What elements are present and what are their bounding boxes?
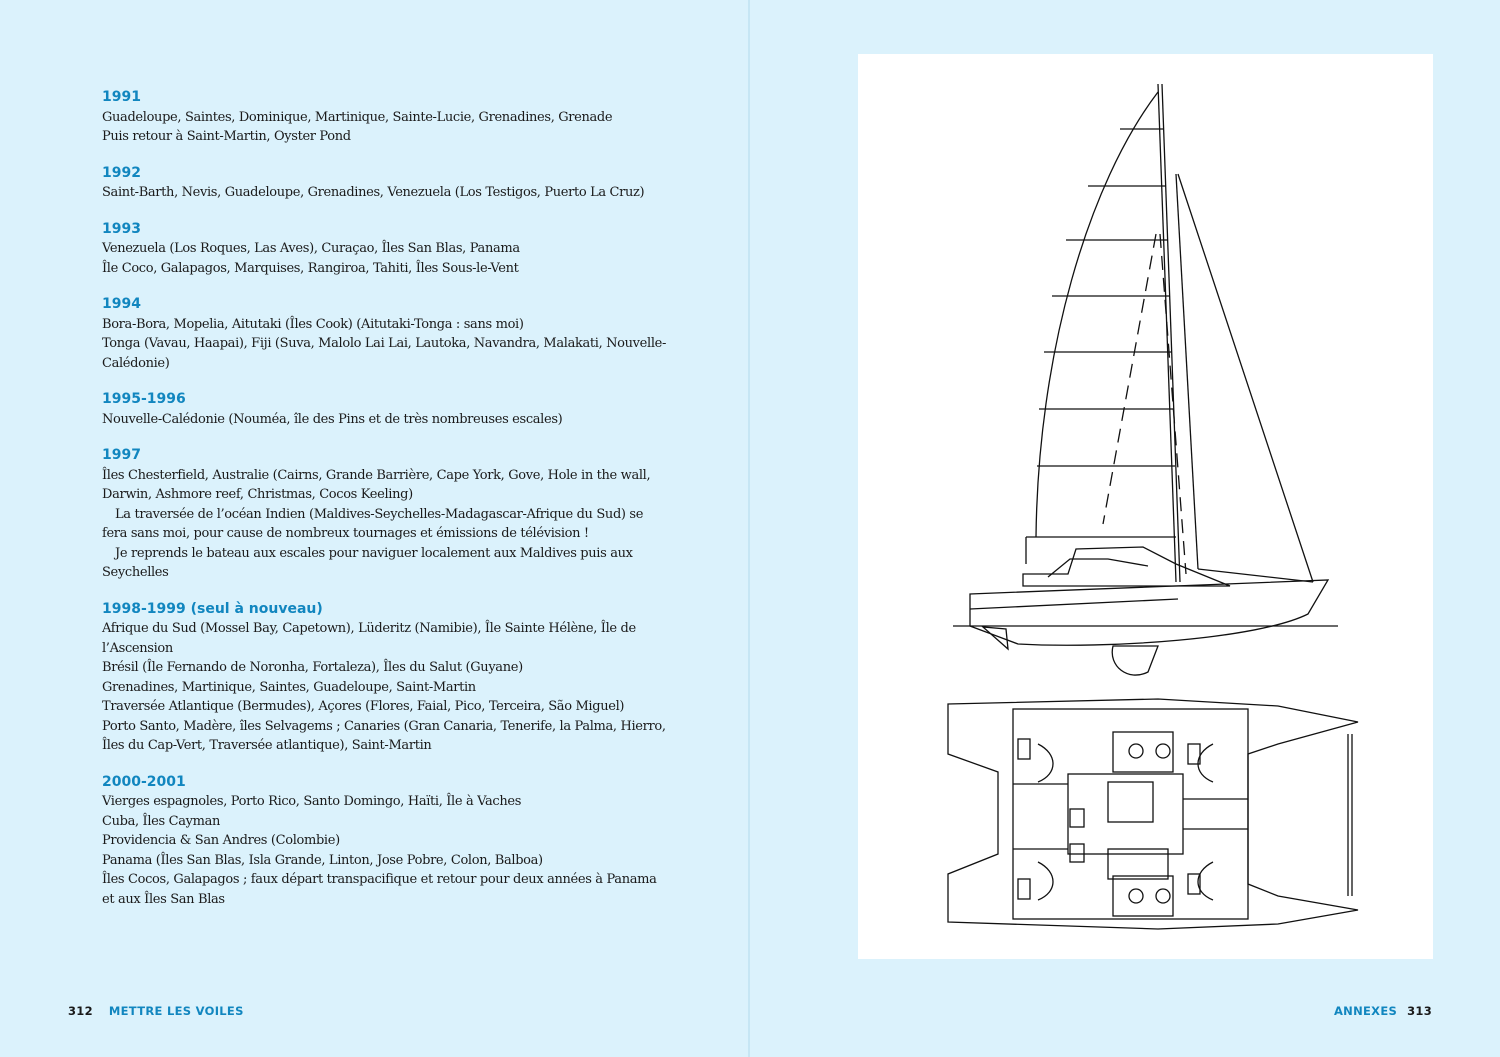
year-heading: 1992 (102, 164, 141, 181)
itinerary-line: Tonga (Vavau, Haapai), Fiji (Suva, Malolo Lai Lai, Lautoka, Navandra, Malakati, Nouvelle- (102, 336, 667, 351)
catamaran-plan-illustration (858, 54, 1433, 959)
itinerary-line: Île Coco, Galapagos, Marquises, Rangiroa, Tahiti, Îles Sous-le-Vent (102, 260, 519, 276)
itinerary-line: Traversée Atlantique (Bermudes), Açores (Flores, Faial, Pico, Terceira, São Miguel) (102, 699, 625, 714)
itinerary-line: Îles du Cap-Vert, Traversée atlantique), Saint-Martin (102, 738, 432, 753)
itinerary-entry (102, 164, 647, 203)
running-title-left: METTRE LES VOILES (108, 1004, 244, 1018)
itinerary-line: Guadeloupe, Saintes, Dominique, Martinique, Sainte-Lucie, Grenadines, Grenade (102, 109, 613, 125)
itinerary-entry (102, 773, 657, 910)
itinerary-line: Îles Cocos, Galapagos ; faux départ transpacifique et retour pour deux années à Panama (102, 872, 657, 887)
year-heading: 1998-1999 (seul à nouveau) (102, 600, 323, 617)
itinerary-entry (102, 220, 647, 279)
year-heading: 1994 (102, 296, 141, 312)
itinerary-line: Puis retour à Saint-Martin, Oyster Pond (102, 129, 351, 144)
itinerary-entry (102, 446, 651, 583)
itinerary-line: Calédonie) (102, 355, 170, 371)
itinerary-line: Saint-Barth, Nevis, Guadeloupe, Grenadines, Venezuela (Los Testigos, Puerto La Cruz) (102, 185, 645, 200)
year-heading: 2000-2001 (102, 773, 186, 790)
itinerary-line: Je reprends le bateau aux escales pour naviguer localement aux Maldives puis aux (115, 545, 633, 561)
itinerary-entry (102, 295, 667, 373)
year-heading: 1993 (102, 220, 141, 237)
itinerary-line: et aux Îles San Blas (102, 891, 225, 907)
footer-right (1334, 1004, 1432, 1018)
itinerary-line: Providencia & San Andres (Colombie) (102, 833, 340, 848)
itinerary-line: fera sans moi, pour cause de nombreux tournages et émissions de télévision ! (102, 526, 589, 541)
itinerary-line: Grenadines, Martinique, Saintes, Guadeloupe, Saint-Martin (102, 679, 476, 695)
catamaran-drawing (858, 54, 1433, 959)
page-number-left: 312 (68, 1004, 93, 1018)
itinerary-entry (102, 390, 647, 429)
itinerary-line: Brésil (Île Fernando de Noronha, Fortaleza), Îles du Salut (Guyane) (102, 660, 523, 675)
running-title-right: ANNEXES (1333, 1004, 1398, 1018)
itinerary-line: Panama (Îles San Blas, Isla Grande, Linton, Jose Pobre, Colon, Balboa) (102, 852, 543, 868)
itinerary-line: Îles Chesterfield, Australie (Cairns, Grande Barrière, Cape York, Gove, Hole in the wall, (102, 467, 651, 483)
page-number-right: 313 (1407, 1004, 1432, 1018)
itinerary-line: Porto Santo, Madère, îles Selvagems ; Canaries (Gran Canaria, Tenerife, la Palma, Hierro, (102, 718, 666, 734)
year-heading: 1997 (102, 447, 141, 463)
itinerary-line: l’Ascension (102, 640, 173, 656)
itinerary-list (102, 88, 667, 926)
itinerary-line: Bora-Bora, Mopelia, Aitutaki (Îles Cook) (Aitutaki-Tonga : sans moi) (102, 316, 524, 332)
itinerary-entry (102, 88, 647, 147)
itinerary-line: Darwin, Ashmore reef, Christmas, Cocos Keeling) (102, 487, 413, 502)
itinerary-line: La traversée de l’océan Indien (Maldives-Seychelles-Madagascar-Afrique du Sud) se (115, 506, 644, 522)
page-gutter (748, 0, 750, 1057)
itinerary-line: Venezuela (Los Roques, Las Aves), Curaçao, Îles San Blas, Panama (102, 241, 520, 256)
itinerary-line: Vierges espagnoles, Porto Rico, Santo Domingo, Haïti, Île à Vaches (102, 794, 522, 809)
itinerary-line: Seychelles (102, 565, 169, 580)
year-heading: 1995-1996 (102, 391, 186, 407)
itinerary-entry (102, 600, 666, 756)
year-heading: 1991 (102, 89, 141, 105)
footer-left (68, 1004, 244, 1018)
itinerary-line: Nouvelle-Calédonie (Nouméa, île des Pins et de très nombreuses escales) (102, 411, 563, 427)
itinerary-line: Afrique du Sud (Mossel Bay, Capetown), Lüderitz (Namibie), Île Sainte Hélène, Île de (102, 621, 636, 636)
itinerary-line: Cuba, Îles Cayman (102, 813, 220, 829)
